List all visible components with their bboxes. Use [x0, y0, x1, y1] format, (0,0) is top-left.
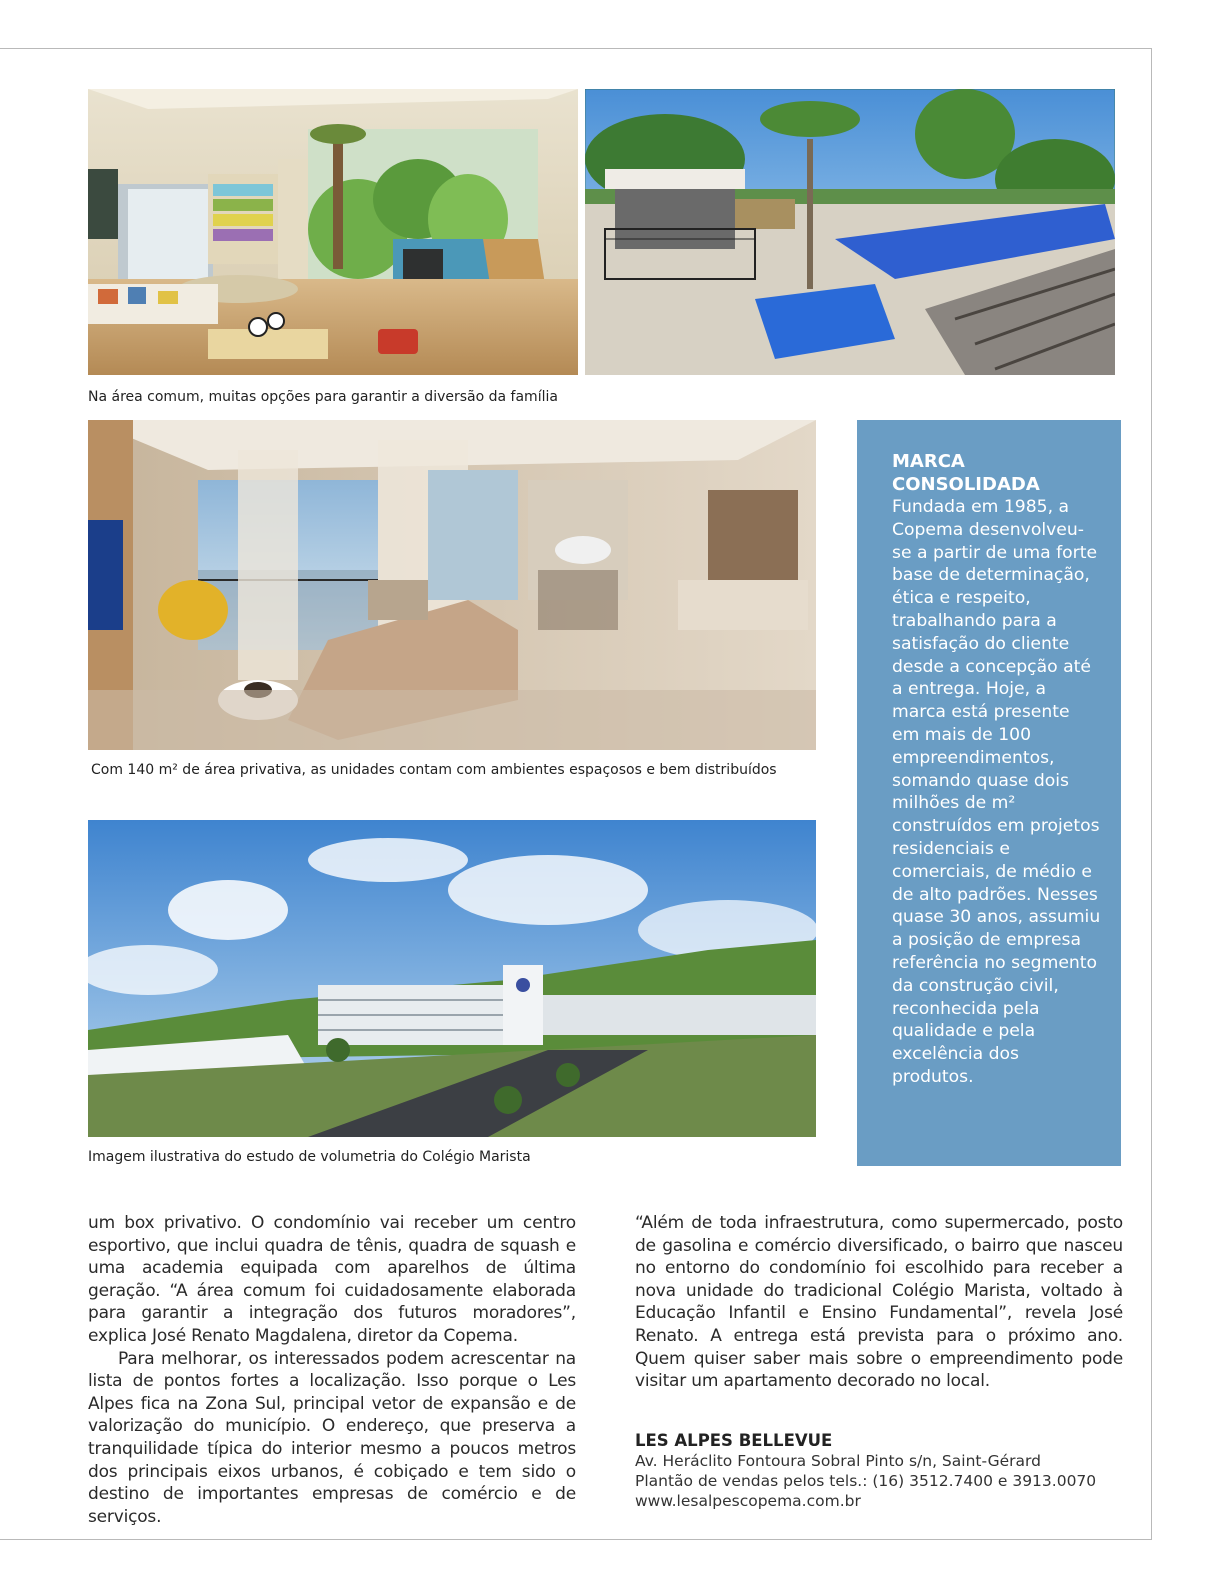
caption-playroom-pool: Na área comum, muitas opções para garantir a diversão da família — [88, 389, 558, 405]
sidebar-box — [857, 420, 1121, 1166]
living-room-photo — [88, 420, 816, 750]
article-column-right — [635, 1212, 1123, 1393]
contact-website[interactable]: www.lesalpescopema.com.br — [635, 1492, 861, 1510]
contact-phones: Plantão de vendas pelos tels.: (16) 3512.7400 e 3913.0070 — [635, 1472, 1097, 1490]
sidebar-body: Fundada em 1985, a Copema desenvolveu-se a partir de uma forte base de determinação, ética e respeito, trabalhando para a satisfação do cliente desde a concepção até a entrega. Hoje, a marca está presente em mais de 100 empreendimentos, somando quase dois milhões de m² construídos em projetos residenciais e comerciais, de médio e de alto padrões. Nesses quase 30 anos, assumiu a posição de empresa referência no segmento da construção civil, reconhecida pela qualidade e pela excelência dos produtos. — [892, 497, 1101, 1087]
contact-address: Av. Heráclito Fontoura Sobral Pinto s/n, Saint-Gérard — [635, 1452, 1041, 1470]
article-paragraph: um box privativo. O condomínio vai receber um centro esportivo, que inclui quadra de tênis, quadra de squash e uma academia equipada com aparelhos de última geração. “A área comum foi cuidadosamente elaborada para garantir a integração dos futuros moradores”, explica José Renato Magdalena, diretor da Copema. — [88, 1213, 576, 1346]
caption-living-room: Com 140 m² de área privativa, as unidades contam com ambientes espaçosos e bem distribuídos — [91, 762, 777, 778]
article-paragraph: Para melhorar, os interessados podem acrescentar na lista de pontos fortes a localização. Isso porque o Les Alpes fica na Zona Sul, principal vetor de expansão e de valorização do município. O endereço, que preserva a tranquilidade típica do interior mesmo a poucos metros dos principais eixos urbanos, é cobiçado e tem sido o destino de importantes empresas de comércio e de serviços. — [88, 1348, 576, 1527]
pool-photo — [585, 89, 1115, 375]
article-paragraph: “Além de toda infraestrutura, como supermercado, posto de gasolina e comércio diversificado, o bairro que nasceu no entorno do condomínio foi escolhido para receber a nova unidade do tradicional Colégio Marista, voltado à Educação Infantil e Ensino Fundamental”, revela José Renato. A entrega está prevista para o próximo ano. Quem quiser saber mais sobre o empreendimento pode visitar um apartamento decorado no local. — [635, 1213, 1123, 1392]
contact-block — [635, 1430, 1115, 1511]
sidebar-title: MARCA CONSOLIDADA — [892, 451, 1040, 495]
caption-school: Imagem ilustrativa do estudo de volumetria do Colégio Marista — [88, 1149, 531, 1165]
contact-title: LES ALPES BELLEVUE — [635, 1431, 833, 1450]
playroom-photo — [88, 89, 578, 375]
article-column-left — [88, 1212, 576, 1528]
school-photo — [88, 820, 816, 1137]
